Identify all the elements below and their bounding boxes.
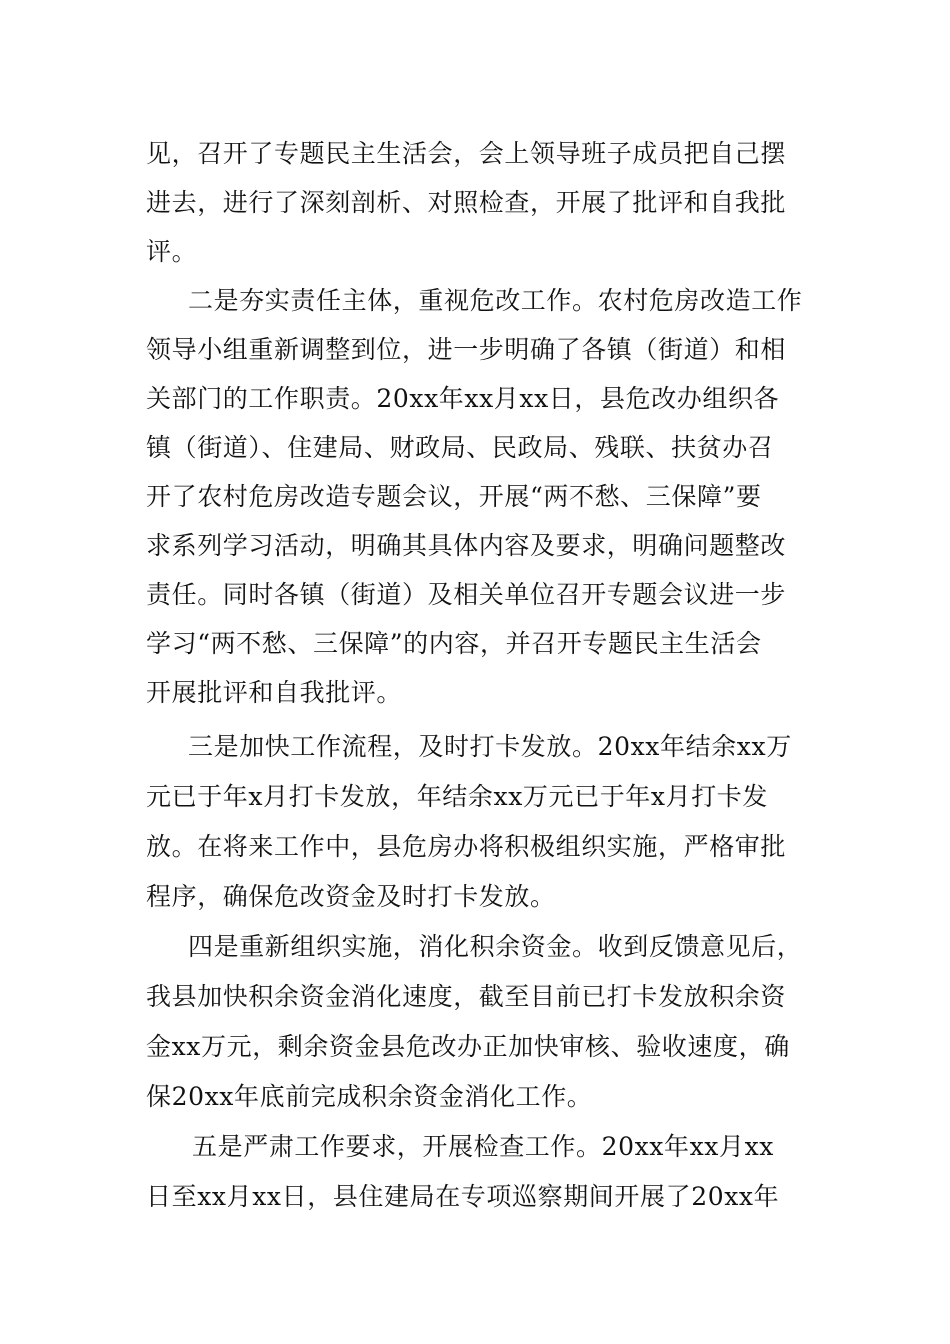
text-line: 求系列学习活动，明确其具体内容及要求，明确问题整改 [146, 531, 787, 560]
paragraph-first-line: 五是严肃工作要求，开展检查工作。20xx年xx月xx [192, 1132, 775, 1161]
text-line: 保20xx年底前完成积余资金消化工作。 [146, 1082, 593, 1111]
text-line: 领导小组重新调整到位，进一步明确了各镇（街道）和相 [146, 335, 787, 364]
text-line: 进去，进行了深刻剖析、对照检查，开展了批评和自我批 [146, 188, 787, 217]
text-line: 元已于年x月打卡发放，年结余xx万元已于年x月打卡发 [146, 782, 768, 811]
text-line: 评。 [146, 237, 198, 266]
text-line: 开了农村危房改造专题会议，开展“两不愁、三保障”要 [146, 482, 762, 511]
text-line: 我县加快积余资金消化速度，截至目前已打卡发放积余资 [146, 982, 787, 1011]
text-line: 学习“两不愁、三保障”的内容，并召开专题民主生活会 [146, 629, 762, 658]
text-line: 程序，确保危改资金及时打卡发放。 [146, 882, 556, 911]
paragraph-first-line: 二是夯实责任主体，重视危改工作。农村危房改造工作 [188, 286, 803, 315]
paragraph-first-line: 四是重新组织实施，消化积余资金。收到反馈意见后， [188, 932, 803, 961]
paragraph-first-line: 三是加快工作流程，及时打卡发放。20xx年结余xx万 [188, 732, 792, 761]
text-line: 日至xx月xx日，县住建局在专项巡察期间开展了20xx年 [146, 1182, 780, 1211]
text-line: 镇（街道）、住建局、财政局、民政局、残联、扶贫办召 [146, 433, 774, 462]
text-line: 开展批评和自我批评。 [146, 678, 403, 707]
text-line: 关部门的工作职责。20xx年xx月xx日，县危改办组织各 [146, 384, 780, 413]
text-line: 金xx万元，剩余资金县危改办正加快审核、验收速度，确 [146, 1032, 790, 1061]
text-line: 见，召开了专题民主生活会，会上领导班子成员把自己摆 [146, 139, 787, 168]
text-line: 放。在将来工作中，县危房办将积极组织实施，严格审批 [146, 832, 787, 861]
text-line: 责任。同时各镇（街道）及相关单位召开专题会议进一步 [146, 580, 787, 609]
